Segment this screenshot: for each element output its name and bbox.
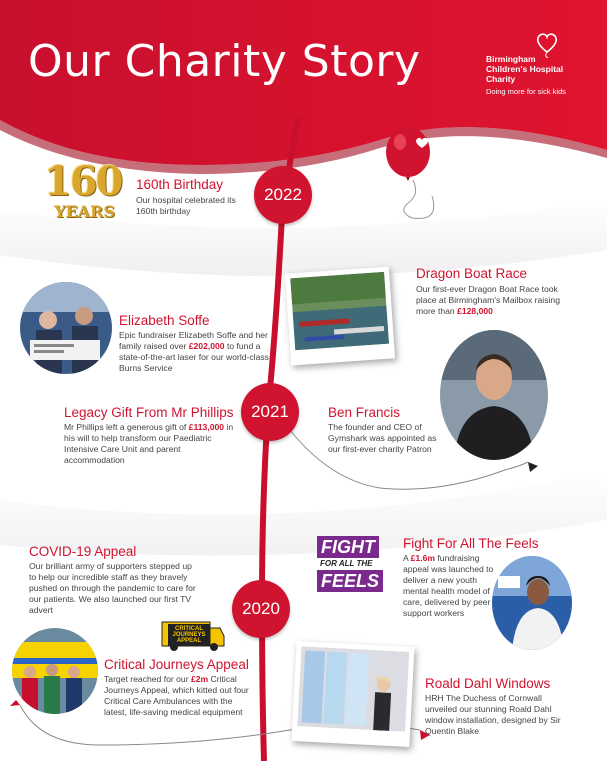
nhs-portrait-image (492, 556, 572, 650)
cheque-presentation-image (20, 282, 112, 374)
dragon-boat-image (290, 272, 389, 350)
event-title-covid-appeal: COVID-19 Appeal (29, 544, 137, 559)
feels-photo (492, 556, 572, 650)
amount-elizabeth: £202,000 (188, 341, 225, 351)
logo-name-3: Charity (486, 74, 516, 84)
event-text-dragon-boat-race: Our first-ever Dragon Boat Race took place at Birmingham's Mailbox raising more than £128,000 (416, 284, 560, 316)
event-text-160th-birthday: Our hospital celebrated its 160th birthday (136, 195, 236, 216)
event-title-roald-dahl-windows: Roald Dahl Windows (425, 676, 551, 691)
feels-logo-line-2: FOR ALL THE (320, 559, 373, 568)
event-text-ben-francis: The founder and CEO of Gymshark was appointed as our first-ever charity Patron (328, 422, 437, 454)
event-text-roald-dahl-windows: HRH The Duchess of Cornwall unveiled our stunning Roald Dahl window installation, designed by Sir Quentin Blake (425, 693, 561, 736)
logo-name-1: Birmingham (486, 54, 536, 64)
critical-logo-line-2: JOURNEYS (172, 632, 206, 638)
critical-journeys-logo (160, 616, 226, 654)
gold-160-number: 160 (44, 158, 122, 205)
year-circle-2022: 2022 (254, 166, 312, 224)
ben-francis-photo (440, 330, 548, 460)
event-text-legacy-gift: Mr Phillips left a generous gift of £113,000 in his will to help transform our Paediatric Intensive Care Unit and parent accommodation (64, 422, 234, 465)
gold-160-balloons (44, 158, 128, 226)
red-balloon-icon (382, 126, 434, 186)
event-text-critical-journeys: Target reached for our £2m Critical Journeys Appeal, which kitted out four Critical Care Ambulances with the latest, life-saving medical equipment (104, 674, 249, 717)
roald-dahl-photo (291, 641, 414, 747)
elizabeth-soffe-photo (20, 282, 112, 374)
critical-journeys-photo (12, 628, 98, 714)
ben-francis-portrait (440, 330, 548, 460)
amount-legacy: £113,000 (188, 422, 225, 432)
logo-tagline: Doing more for sick kids (486, 87, 567, 96)
event-title-critical-journeys: Critical Journeys Appeal (104, 657, 249, 672)
event-text-covid-appeal: Our brilliant army of supporters stepped up to help our incredible staff as they bravely pushed on through the pandemic to care for our patients. We also launched our first TV advert (29, 561, 196, 615)
amount-critical: £2m (190, 674, 209, 684)
page-title: Our Charity Story (28, 36, 421, 87)
event-title-160th-birthday: 160th Birthday (136, 177, 224, 192)
event-text-elizabeth-soffe: Epic fundraiser Elizabeth Soffe and her family raised over £202,000 to fund a state-of-the-art laser for our world-class Burns Service (119, 330, 269, 373)
window-unveiling-image (297, 646, 409, 732)
event-title-ben-francis: Ben Francis (328, 405, 401, 420)
charity-logo (486, 30, 594, 97)
fight-for-all-the-feels-logo (317, 536, 391, 606)
event-title-elizabeth-soffe: Elizabeth Soffe (119, 313, 210, 328)
amount-dragon-boat: £128,000 (457, 306, 493, 316)
event-title-dragon-boat-race: Dragon Boat Race (416, 266, 528, 281)
gold-years-text: YEARS (54, 202, 115, 221)
feels-logo-line-1: FIGHT (317, 536, 379, 558)
critical-logo-line-1: CRITICAL (175, 626, 203, 632)
event-title-fight-for-all-the-feels: Fight For All The Feels (403, 536, 539, 551)
year-circle-2020: 2020 (232, 580, 290, 638)
amount-feels: £1.6m (410, 553, 436, 563)
feels-logo-line-3: FEELS (317, 570, 383, 592)
dragon-boat-photo (285, 266, 395, 365)
ambulance-team-image (12, 628, 98, 714)
event-title-legacy-gift: Legacy Gift From Mr Phillips (64, 405, 234, 420)
critical-logo-line-3: APPEAL (176, 638, 202, 644)
year-circle-2021: 2021 (241, 383, 299, 441)
logo-name-2: Children's Hospital (486, 64, 564, 74)
event-text-fight-for-all-the-feels: A £1.6m fundraising appeal was launched to deliver a new youth mental health model of care, delivered by peer support workers (403, 553, 494, 618)
heart-balloon-icon (534, 30, 560, 58)
